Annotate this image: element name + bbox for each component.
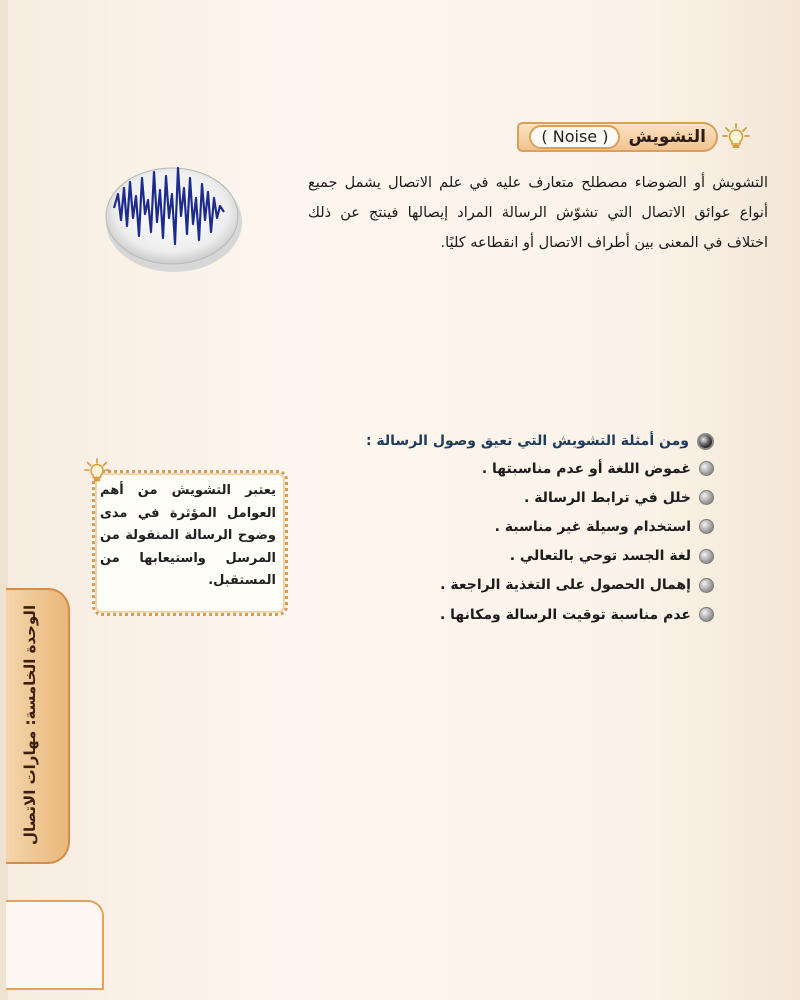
lightbulb-icon <box>722 123 750 151</box>
list-item-text: خلل في ترابط الرسالة . <box>524 489 691 506</box>
list-item <box>354 600 714 629</box>
list-item-text: غموض اللغة أو عدم مناسبتها . <box>481 460 691 477</box>
list-item-text: عدم مناسبة توقيت الرسالة ومكانها . <box>439 606 691 623</box>
dark-bullet-icon <box>697 433 714 450</box>
unit-side-tab-label: الوحدة الخامسة: مهارات الاتصال <box>21 604 39 846</box>
section-title: التشويش <box>628 127 706 147</box>
list-item <box>354 542 714 571</box>
list-item <box>354 454 714 483</box>
gray-bullet-icon <box>699 519 714 534</box>
gray-bullet-icon <box>699 490 714 505</box>
section-heading <box>517 122 750 152</box>
gray-bullet-icon <box>699 607 714 622</box>
list-item <box>354 571 714 600</box>
page-corner-frame <box>6 900 104 990</box>
section-title-pill <box>517 122 718 152</box>
gray-bullet-icon <box>699 578 714 593</box>
tip-text: يعتبر التشويش من أهم العوامل المؤثرة في مدى وضوح الرسالة المنقولة من المرسل واستيعابها من المستقبل. <box>100 483 276 588</box>
list-item <box>354 483 714 512</box>
gray-bullet-icon <box>699 461 714 476</box>
examples-heading-text: ومن أمثلة التشويش التي تعيق وصول الرسالة : <box>365 433 689 449</box>
section-term: ( Noise ) <box>529 125 620 149</box>
list-item-text: لغة الجسد توحي بالتعالي . <box>509 548 691 565</box>
examples-list <box>354 428 714 629</box>
examples-heading <box>354 428 714 454</box>
list-item-text: استخدام وسيلة غير مناسبة . <box>494 518 691 535</box>
intro-paragraph: التشويش أو الضوضاء مصطلح متعارف عليه في علم الاتصال يشمل جميع أنواع عوائق الاتصال التي تشوّش الرسالة المراد إيصالها فينتج عن ذلك اختلاف في المعنى بين أطراف الاتصال أو انقطاعه كليًا. <box>308 175 768 251</box>
list-item <box>354 512 714 541</box>
gray-bullet-icon <box>699 549 714 564</box>
noise-wave-illustration <box>100 148 245 278</box>
list-item-text: إهمال الحصول على التغذية الراجعة . <box>440 577 691 594</box>
